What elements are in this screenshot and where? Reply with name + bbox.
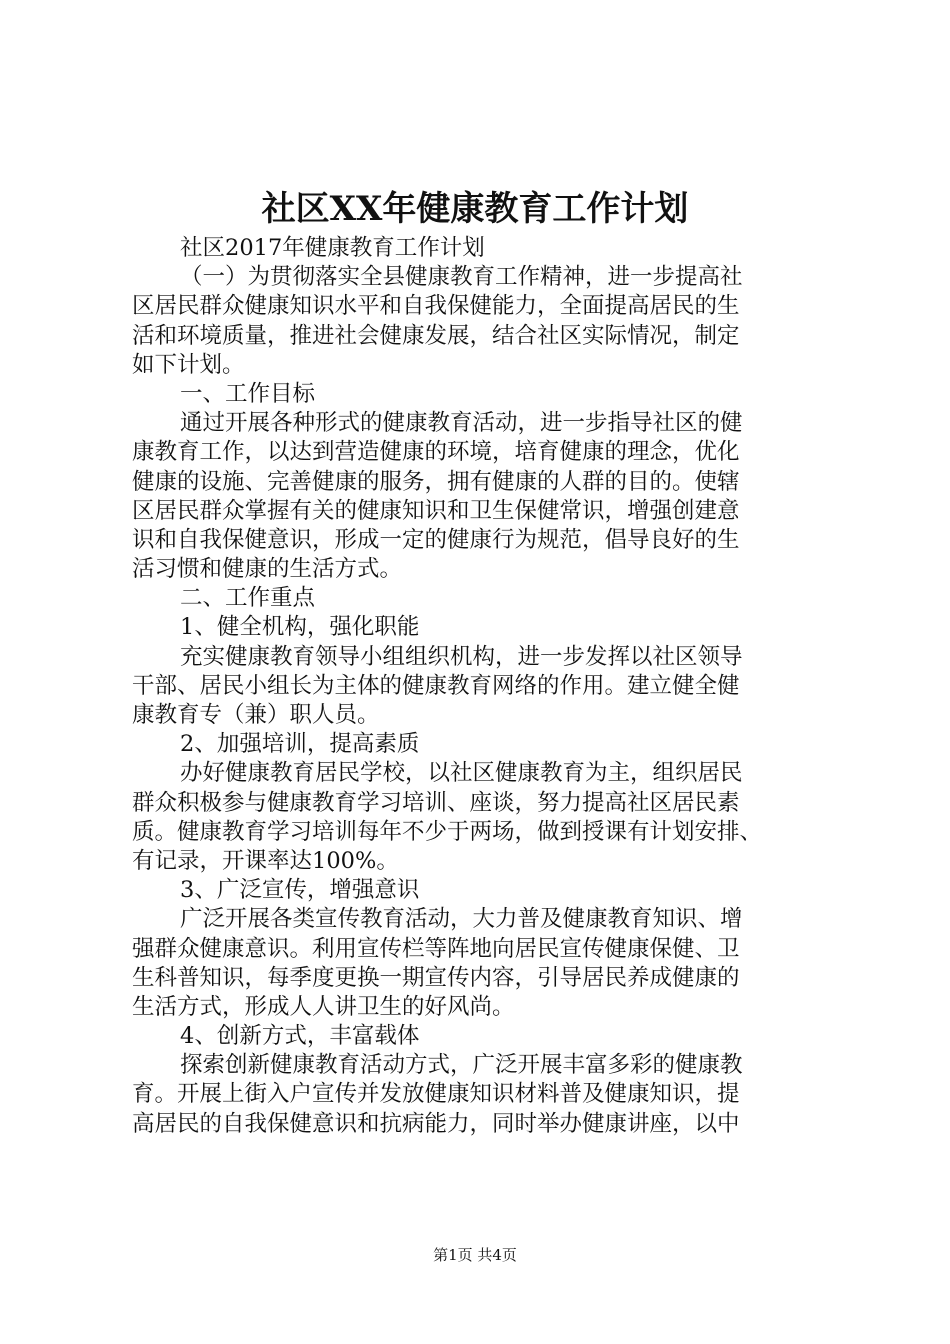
body-line: 康教育专（兼）职人员。 [132, 702, 380, 728]
body-line: 3、广泛宣传，增强意识 [180, 877, 420, 904]
body-line: 强群众健康意识。利用宣传栏等阵地向居民宣传健康保健、卫 [132, 935, 740, 962]
body-line: 4、创新方式，丰富载体 [180, 1023, 420, 1050]
body-line: 识和自我保健意识，形成一定的健康行为规范，倡导良好的生 [132, 526, 740, 553]
body-line: 一、工作目标 [180, 380, 316, 407]
body-line: 1、健全机构，强化职能 [180, 614, 420, 641]
body-line: 广泛开展各类宣传教育活动，大力普及健康教育知识、增 [180, 906, 743, 933]
body-line: （一）为贯彻落实全县健康教育工作精神，进一步提高社 [180, 264, 743, 291]
body-line: 有记录，开课率达100%。 [132, 847, 399, 874]
body-line: 通过开展各种形式的健康教育活动，进一步指导社区的健 [180, 410, 743, 437]
body-line: 办好健康教育居民学校，以社区健康教育为主，组织居民 [180, 760, 743, 787]
body-line: 活习惯和健康的生活方式。 [132, 556, 403, 583]
body-line: 干部、居民小组长为主体的健康教育网络的作用。建立健全健 [132, 672, 740, 699]
document-title: 社区XX年健康教育工作计划 [261, 189, 689, 229]
body-line: 二、工作重点 [180, 585, 316, 612]
body-line: 高居民的自我保健意识和抗病能力，同时举办健康讲座，以中 [132, 1110, 740, 1137]
body-line: 充实健康教育领导小组组织机构，进一步发挥以社区领导 [180, 643, 743, 670]
body-line: 社区2017年健康教育工作计划 [180, 235, 485, 261]
body-line: 区居民群众掌握有关的健康知识和卫生保健常识，增强创建意 [132, 497, 740, 524]
body-line: 如下计划。 [132, 351, 245, 378]
page-footer: 第1页 共4页 [433, 1246, 517, 1264]
body-line: 健康的设施、完善健康的服务，拥有健康的人群的目的。使辖 [132, 468, 740, 495]
body-line: 质。健康教育学习培训每年不少于两场，做到授课有计划安排、 [132, 818, 763, 845]
body-line: 生活方式，形成人人讲卫生的好风尚。 [132, 993, 515, 1020]
document-body [132, 234, 832, 1139]
body-line: 探索创新健康教育活动方式，广泛开展丰富多彩的健康教 [180, 1052, 743, 1079]
body-line: 康教育工作，以达到营造健康的环境，培育健康的理念，优化 [132, 439, 740, 466]
body-line: 育。开展上街入户宣传并发放健康知识材料普及健康知识，提 [132, 1081, 740, 1108]
body-line: 区居民群众健康知识水平和自我保健能力，全面提高居民的生 [132, 293, 740, 320]
body-line: 群众积极参与健康教育学习培训、座谈，努力提高社区居民素 [132, 789, 740, 816]
body-line: 活和环境质量，推进社会健康发展，结合社区实际情况，制定 [132, 322, 740, 349]
body-line: 生科普知识，每季度更换一期宣传内容，引导居民养成健康的 [132, 964, 740, 991]
body-line: 2、加强培训，提高素质 [180, 731, 420, 758]
